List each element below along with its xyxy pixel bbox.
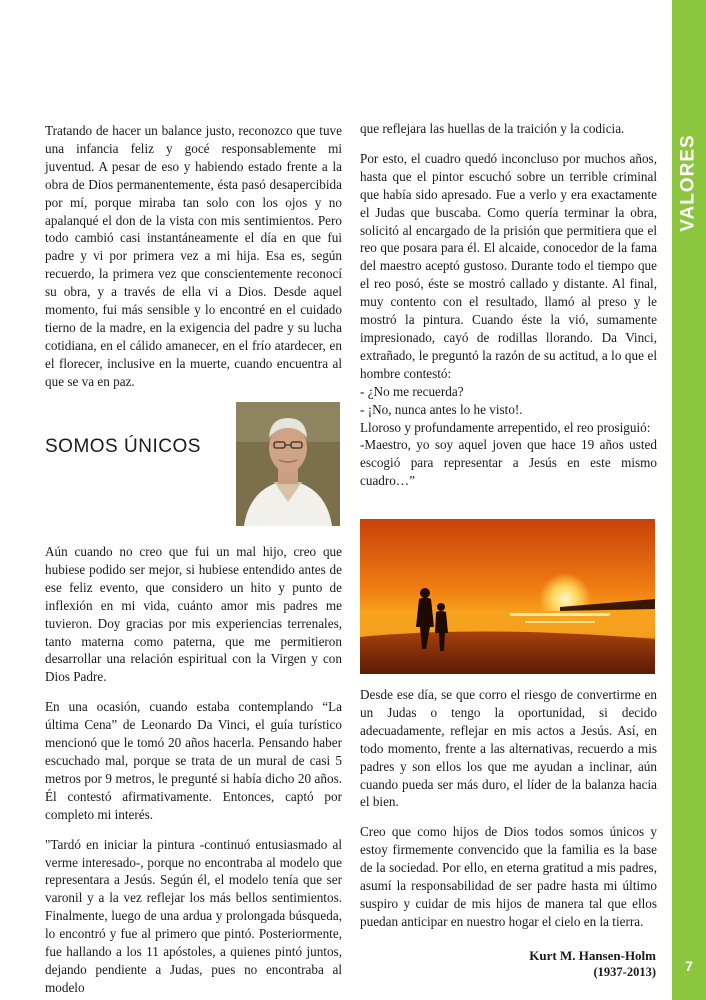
left-column-top [45,122,342,389]
paragraph: "Tardó en iniciar la pintura -continuó entusiasmado al verme interesado-, porque no encontraba al modelo que representara a Jesús. Según él, el modelo tenía que ser varonil y a la vez reflejar los más bellos sentimientos. Finalmente, luego de una ardua y prolongada búsqueda, lo encontró y fue al primero que pintó. Posteriormente, fue hallando a los 11 apóstoles, a quienes pintó juntos, dejando pendiente a Judas, pues no encontraba al modelo [45,836,342,995]
author-years: (1937-2013) [593,965,656,979]
author-photo [236,402,340,526]
paragraph: Por esto, el cuadro quedó inconcluso por muchos años, hasta que el pintor escuchó sobre un terrible criminal que había sido apresado. Fue a verlo y era exactamente el Judas que buscaba. Como quería terminar la obra, solicitó al encargado de la prisión que permitiera que el reo que posara para él. El alcaide, conocedor de la fama del maestro aceptó gustoso. Durante todo el tiempo que el reo posó, éste se mostró callado y distante. Al final, muy contento con el resultado, llamó al preso y le mostró la pintura. Cuando éste la vió, sumamente impresionado, cayó de rodillas llorando. Da Vinci, extrañado, le preguntó la razón de su actitud, a lo que el hombre contestó: - ¿No me recuerda? - ¡No, nunca antes lo he visto!. Lloroso y profundamente arrepentido, el reo prosiguió: -Maestro, yo soy aquel joven que hace 19 años usted escogió para representar a Jesús en este mismo cuadro…” [360,150,657,489]
paragraph: En una ocasión, cuando estaba contemplando “La última Cena” de Leonardo Da Vinci, el guía turístico mencionó que le tomó 20 años hacerla. Pensando haber escuchado mal, porque se trata de un mural de casi 5 metros por 9 metros, le pregunté si había dicho 20 años. Él contestó afirmativamente. Entonces, captó por completo mi interés. [45,699,342,822]
left-column-bottom [45,543,342,995]
section-heading: SOMOS ÚNICOS [45,436,201,457]
section-title [672,118,706,248]
paragraph: Desde ese día, se que corro el riesgo de convertirme en un Judas o tengo la oportunidad, si decido adecuadamente, reflejar en mis actos a Jesús. Así, en todo momento, frente a las alternativas, recuerdo a mis padres y son ellos los que me ayudan a inclinar, aún cuando pueda ser más duro, el líder de la balanza hacia el bien. [360,687,657,810]
right-column-top [360,120,657,510]
page-number: 7 [685,958,693,974]
author-name: Kurt M. Hansen-Holm [529,948,656,963]
right-column-bottom [360,686,657,946]
paragraph: Creo que como hijos de Dios todos somos únicos y estoy firmemente convencido que la familia es la base de la sociedad. Por ello, en eterna gratitud a mis padres, asumí la responsabilidad de ser padre hasta mi último suspiro y cuidar de mis hijos de manera tal que ellos puedan anticipar en nuestro hogar el cielo en la tierra. [360,824,657,929]
sunset-beach-image [360,519,655,674]
sunset-photo [360,519,655,674]
paragraph: Aún cuando no creo que fui un mal hijo, creo que hubiese podido ser mejor, si hubiese entendido antes de ese feliz evento, que considero un hito y punto de inflexión en mi vida, cuánto amor mis padres me tuvieron. Doy gracias por mis experiencias terrenales, tanto materna como paterna, que me permitieron desarrollar una relación espiritual con la Virgen y con Dios Padre. [45,544,342,685]
signature [360,947,656,981]
author-portrait-image [236,402,340,526]
paragraph: que reflejara las huellas de la traición y la codicia. [360,121,625,136]
paragraph: Tratando de hacer un balance justo, reconozco que tuve una infancia feliz y gocé responsablemente mi juventud. A pesar de eso y habiendo estado frente a la obra de Dios permanentemente, ésta pasó desapercibida por mí, porque miraba tan solo con los ojos y no apalanqué el don de la vista con mis sentimientos. Pero todo cambió casi instantáneamente el día en que fui padre y vi por primera vez a mi hija. Esa es, según recuerdo, la primera vez que conscientemente reconocí su obra, y a través de ella vi a Dios. Desde aquel momento, fui más sensible y lo encontré en el cuidado tierno de la madre, en la exigencia del padre y su lucha cotidiana, en el cálido amanecer, en el frío atardecer, en el florecer, inclusive en la muerte, cuando encuentra al que se va en paz. [45,123,342,389]
section-title-label: VALORES [678,134,699,232]
